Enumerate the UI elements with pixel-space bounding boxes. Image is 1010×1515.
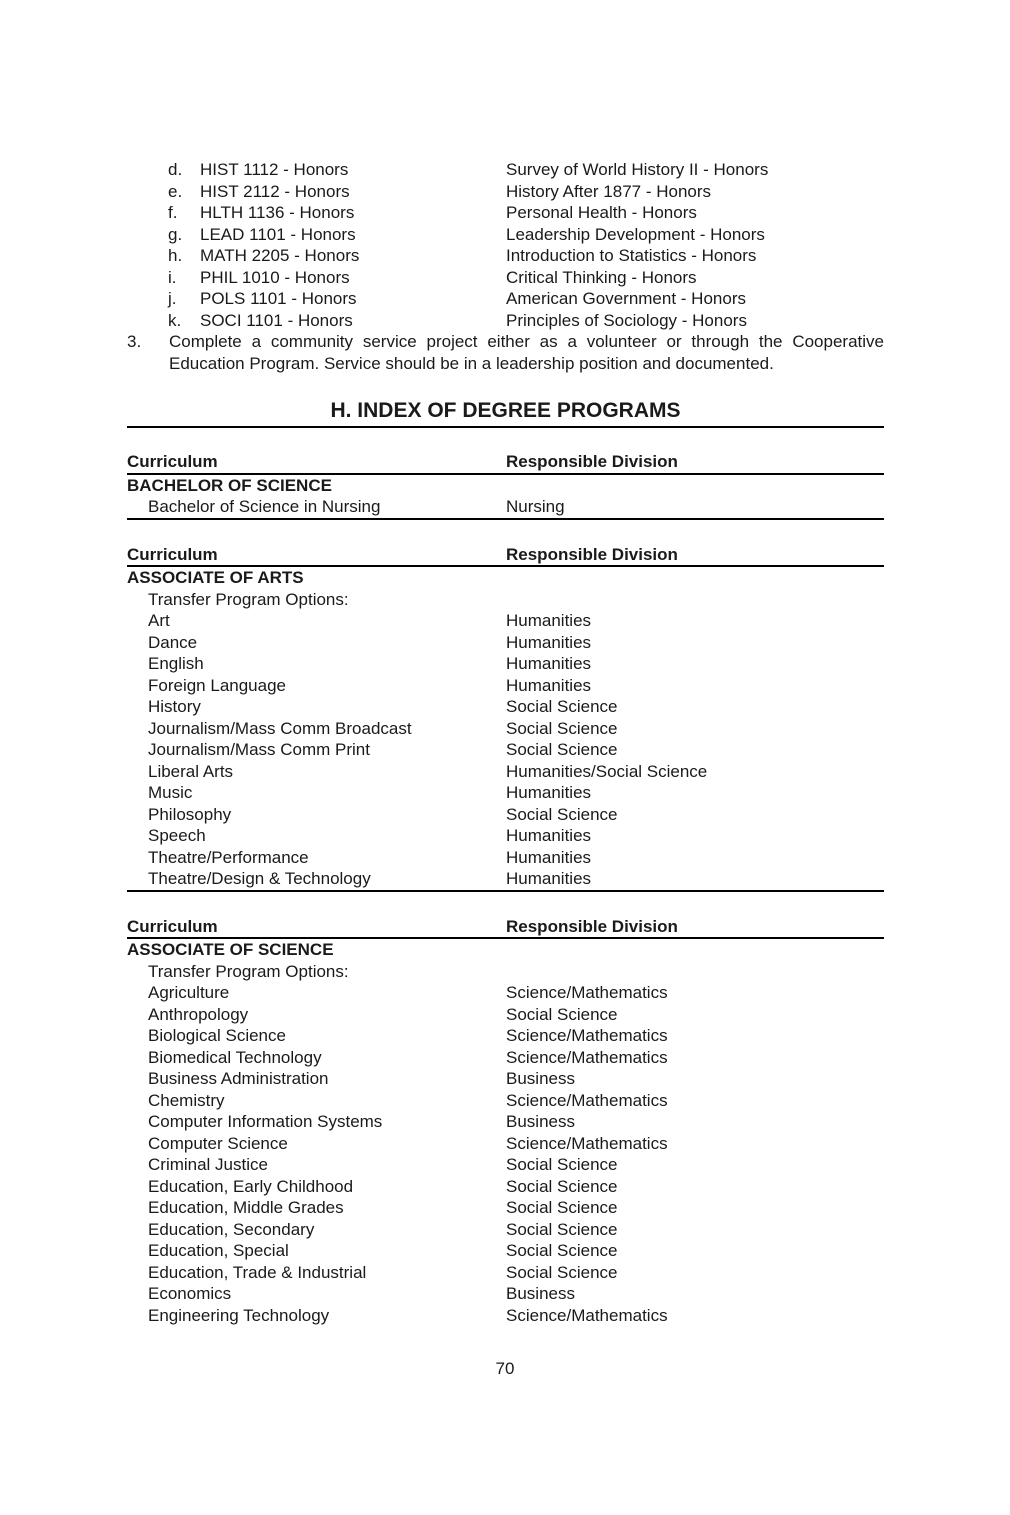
program-name: Education, Special (148, 1241, 289, 1260)
program-name: Bachelor of Science in Nursing (148, 497, 381, 516)
list-item (127, 288, 884, 310)
program-name: Art (148, 611, 170, 630)
table-row (127, 1004, 884, 1026)
degree-table-associate-arts (127, 544, 884, 892)
list-item (127, 159, 884, 181)
table-row (127, 718, 884, 740)
list-item (127, 267, 884, 289)
division-header: Responsible Division (506, 916, 678, 936)
table-row (127, 496, 884, 520)
division-name: Science/Mathematics (506, 1047, 668, 1067)
item-letter: i. (168, 267, 177, 287)
program-name: Agriculture (148, 983, 230, 1002)
course-title: History After 1877 - Honors (506, 181, 712, 201)
division-name: Social Science (506, 1198, 618, 1217)
list-item (127, 181, 884, 203)
division-name: Humanities (506, 826, 592, 845)
course-title: Leadership Development - Honors (506, 224, 765, 244)
table-row (127, 653, 884, 675)
degree-type-title: ASSOCIATE OF ARTS (127, 568, 304, 587)
course-title: American Government - Honors (506, 289, 746, 308)
table-row (127, 610, 884, 632)
division-name: Humanities (506, 847, 592, 867)
table-header (127, 451, 884, 475)
item-letter: h. (168, 246, 183, 265)
table-row (127, 761, 884, 783)
course-code: MATH 2205 - Honors (200, 246, 360, 265)
curriculum-header: Curriculum (127, 916, 218, 936)
division-name: Humanities (506, 869, 592, 888)
curriculum-header: Curriculum (127, 452, 218, 471)
table-row (127, 1262, 884, 1284)
table-row (127, 868, 884, 892)
division-name: Science/Mathematics (506, 1305, 668, 1325)
transfer-options-label: Transfer Program Options: (148, 589, 349, 609)
table-row (127, 982, 884, 1004)
list-item (127, 202, 884, 224)
program-name: Education, Trade & Industrial (148, 1262, 367, 1282)
division-name: Social Science (506, 1219, 618, 1239)
table-row (127, 1176, 884, 1198)
course-title: Survey of World History II - Honors (506, 160, 769, 179)
program-name: Speech (148, 826, 206, 845)
item-letter: f. (168, 203, 178, 222)
division-name: Humanities (506, 654, 592, 673)
program-name: Chemistry (148, 1090, 225, 1110)
program-name: Theatre/Design & Technology (148, 869, 371, 888)
division-name: Science/Mathematics (506, 983, 668, 1002)
division-name: Social Science (506, 1262, 618, 1282)
table-row (127, 1197, 884, 1219)
division-name: Social Science (506, 740, 618, 759)
program-name: Anthropology (148, 1004, 249, 1024)
program-name: Liberal Arts (148, 761, 234, 781)
division-name: Social Science (506, 718, 618, 738)
course-code: HIST 1112 - Honors (200, 160, 349, 179)
list-item (127, 224, 884, 246)
program-name: Music (148, 783, 193, 802)
division-name: Humanities (506, 783, 592, 802)
table-row (127, 847, 884, 869)
table-row (127, 1133, 884, 1155)
division-name: Social Science (506, 697, 618, 716)
transfer-options-label: Transfer Program Options: (148, 961, 349, 981)
course-code: PHIL 1010 - Honors (200, 267, 350, 287)
list-item (127, 245, 884, 267)
program-name: Journalism/Mass Comm Broadcast (148, 718, 412, 738)
course-code: HIST 2112 - Honors (200, 181, 350, 201)
division-name: Humanities (506, 675, 592, 695)
division-name: Social Science (506, 1241, 618, 1260)
table-row (127, 1154, 884, 1176)
honors-course-list (127, 159, 884, 331)
course-title: Introduction to Statistics - Honors (506, 246, 757, 265)
item-letter: d. (168, 160, 183, 179)
program-name: Computer Science (148, 1133, 288, 1153)
division-name: Social Science (506, 804, 618, 824)
course-title: Critical Thinking - Honors (506, 267, 697, 287)
program-name: Journalism/Mass Comm Print (148, 740, 370, 759)
section-heading: H. INDEX OF DEGREE PROGRAMS (127, 398, 884, 428)
table-row (127, 696, 884, 718)
requirement-text: Complete a community service project either as a volunteer or through the Cooperative Education Program. Service should be in a leadership position and documented. (169, 332, 884, 373)
item-letter: k. (168, 310, 182, 330)
table-row (127, 632, 884, 654)
course-code: HLTH 1136 - Honors (200, 203, 355, 222)
program-name: Engineering Technology (148, 1305, 330, 1325)
item-letter: e. (168, 181, 183, 201)
table-row (127, 1025, 884, 1047)
division-name: Social Science (506, 1004, 618, 1024)
program-name: Biological Science (148, 1026, 286, 1045)
division-header: Responsible Division (506, 544, 678, 564)
table-row (127, 1047, 884, 1069)
course-code: SOCI 1101 - Honors (200, 310, 353, 330)
table-row (127, 1068, 884, 1090)
course-title: Principles of Sociology - Honors (506, 310, 747, 330)
program-name: Philosophy (148, 804, 232, 824)
course-title: Personal Health - Honors (506, 203, 697, 222)
program-name: Criminal Justice (148, 1155, 268, 1174)
item-number: 3. (127, 332, 142, 351)
curriculum-header: Curriculum (127, 544, 218, 564)
page-number: 70 (495, 1359, 515, 1378)
table-row (127, 1305, 884, 1327)
program-name: Education, Middle Grades (148, 1198, 344, 1217)
table-header (127, 916, 884, 940)
division-name: Social Science (506, 1155, 618, 1174)
list-item (127, 310, 884, 332)
table-row (127, 1219, 884, 1241)
page-content (127, 159, 884, 1326)
course-code: POLS 1101 - Honors (200, 289, 357, 308)
table-row (127, 1111, 884, 1133)
table-row (127, 782, 884, 804)
division-name: Business (506, 1112, 575, 1131)
division-name: Science/Mathematics (506, 1026, 668, 1045)
table-row (127, 804, 884, 826)
table-row (127, 1240, 884, 1262)
table-row (127, 739, 884, 761)
division-name: Business (506, 1284, 575, 1303)
program-name: Business Administration (148, 1069, 329, 1088)
table-header (127, 544, 884, 568)
division-name: Science/Mathematics (506, 1090, 668, 1110)
division-name: Humanities (506, 611, 592, 630)
table-row (127, 675, 884, 697)
item-letter: j. (168, 289, 177, 308)
community-service-requirement (127, 331, 884, 374)
table-row (127, 825, 884, 847)
program-name: Education, Secondary (148, 1219, 315, 1239)
degree-table-associate-science (127, 916, 884, 1327)
division-header: Responsible Division (506, 452, 678, 471)
program-name: Education, Early Childhood (148, 1176, 354, 1196)
program-name: Dance (148, 632, 198, 652)
division-name: Nursing (506, 497, 565, 516)
program-name: Computer Information Systems (148, 1112, 383, 1131)
division-name: Science/Mathematics (506, 1133, 668, 1153)
table-row (127, 1090, 884, 1112)
program-name: Economics (148, 1284, 232, 1303)
item-letter: g. (168, 224, 183, 244)
division-name: Social Science (506, 1176, 618, 1196)
division-name: Business (506, 1069, 575, 1088)
degree-type-title: BACHELOR OF SCIENCE (127, 475, 332, 495)
table-row (127, 1283, 884, 1305)
degree-table-bachelor (127, 451, 884, 520)
program-name: Foreign Language (148, 675, 287, 695)
program-name: Theatre/Performance (148, 847, 309, 867)
division-name: Humanities (506, 632, 592, 652)
program-name: English (148, 654, 204, 673)
program-name: History (148, 697, 201, 716)
program-name: Biomedical Technology (148, 1047, 322, 1067)
course-code: LEAD 1101 - Honors (200, 224, 356, 244)
degree-type-title: ASSOCIATE OF SCIENCE (127, 940, 334, 959)
division-name: Humanities/Social Science (506, 761, 708, 781)
